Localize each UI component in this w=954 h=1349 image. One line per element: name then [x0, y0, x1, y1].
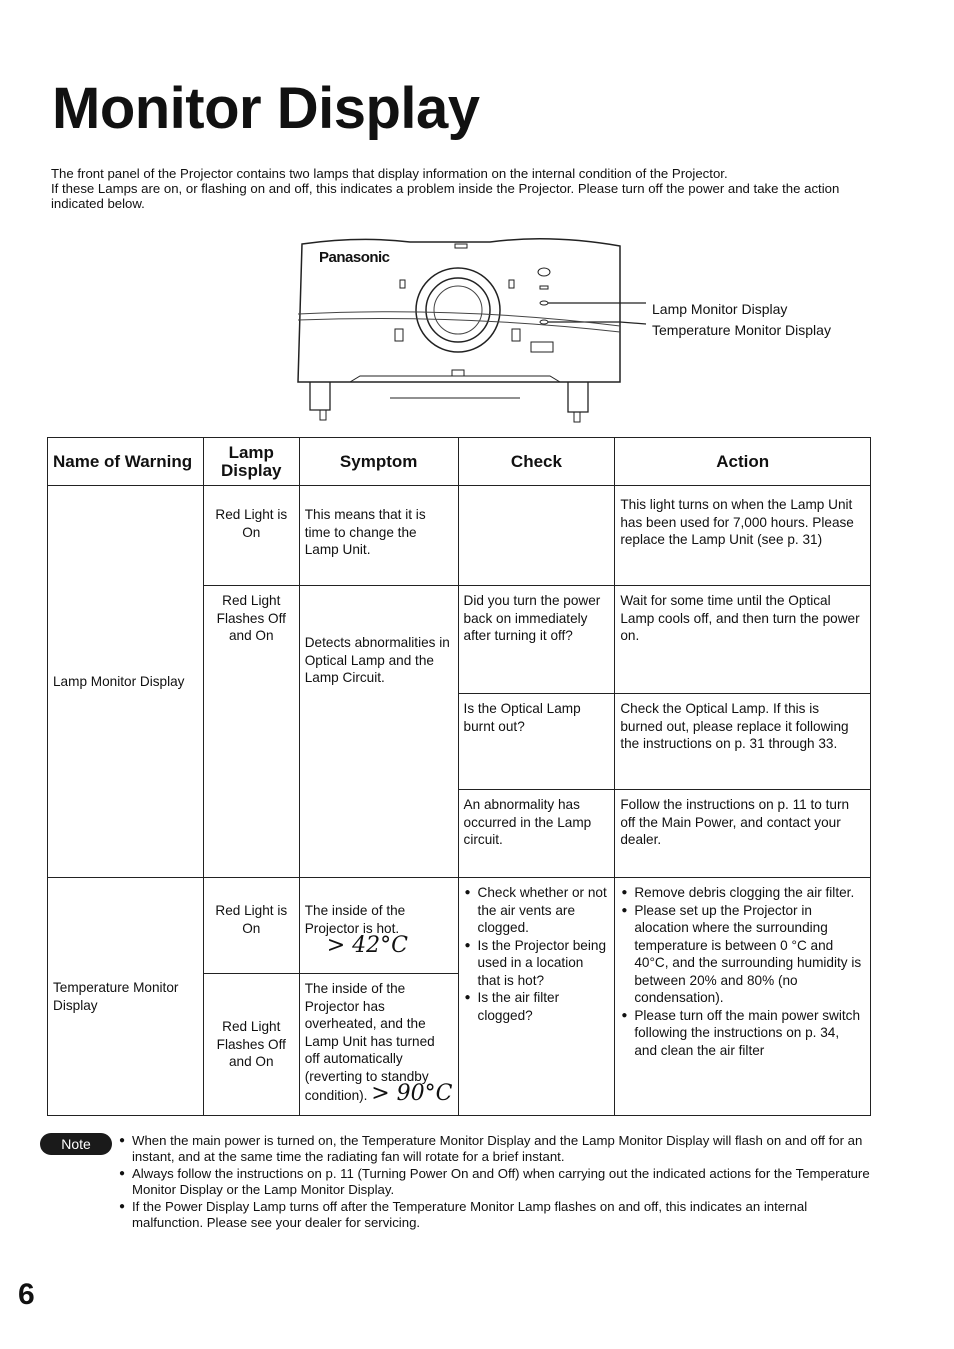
- lamp-display-cell: Red Light is On: [203, 878, 299, 974]
- symptom-cell: This means that it is time to change the Lamp Unit.: [299, 486, 458, 586]
- list-item: ● Check whether or not the air vents are clogged.: [478, 884, 610, 937]
- warning-name-lamp: Lamp Monitor Display: [48, 486, 204, 878]
- action-cell: Check the Optical Lamp. If this is burned out, please replace it following the instructions on p. 31 through 33.: [615, 694, 871, 790]
- header-symptom: Symptom: [299, 438, 458, 486]
- list-item: ● Please set up the Projector in alocation where the surrounding temperature is between 0 °C and 40°C, and the surrounding humidity is between 20% and 80% (no condensation).: [634, 902, 865, 1007]
- table-row: [48, 878, 871, 974]
- action-cell: Wait for some time until the Optical Lamp cools off, and then turn the power on.: [615, 586, 871, 694]
- check-cell: Did you turn the power back on immediately after turning it off?: [458, 586, 615, 694]
- note-badge: Note: [40, 1133, 112, 1155]
- check-list: [464, 884, 610, 1024]
- symptom-cell: Detects abnormalities in Optical Lamp and the Lamp Circuit.: [299, 586, 458, 878]
- lamp-display-cell: Red Light Flashes Off and On: [203, 586, 299, 878]
- callout-temperature-monitor: Temperature Monitor Display: [652, 322, 831, 338]
- intro-line-2: If these Lamps are on, or flashing on and off, this indicates a problem inside the Projector. Please turn off the power and take the action indicated below.: [51, 181, 840, 211]
- check-cell: [458, 878, 615, 1116]
- lamp-display-cell: Red Light is On: [203, 486, 299, 586]
- check-cell: Is the Optical Lamp burnt out?: [458, 694, 615, 790]
- list-item: ● Always follow the instructions on p. 11 (Turning Power On and Off) when carrying out the indicated actions for the Temperature Monitor Display or the Lamp Monitor Display.: [132, 1166, 877, 1198]
- header-check: Check: [458, 438, 615, 486]
- intro-text: [51, 166, 881, 211]
- action-list: [620, 884, 865, 1059]
- header-lamp-display: Lamp Display: [203, 438, 299, 486]
- warning-table: [47, 437, 871, 1116]
- list-item: ● Remove debris clogging the air filter.: [634, 884, 865, 902]
- callout-lamp-monitor: Lamp Monitor Display: [652, 301, 788, 317]
- action-cell: [615, 878, 871, 1116]
- table-header-row: [48, 438, 871, 486]
- page-title: Monitor Display: [52, 76, 480, 141]
- handwritten-note: > 90°C: [371, 1081, 453, 1106]
- list-item: ● If the Power Display Lamp turns off after the Temperature Monitor Lamp flashes on and off, this indicates an internal malfunction. Please see your dealer for servicing.: [132, 1199, 877, 1231]
- header-action: Action: [615, 438, 871, 486]
- notes-list: [118, 1133, 877, 1232]
- intro-line-1: The front panel of the Projector contains two lamps that display information on the internal condition of the Projector.: [51, 166, 728, 181]
- warning-name-temperature: Temperature Monitor Display: [48, 878, 204, 1116]
- projector-illustration: [290, 232, 850, 427]
- lamp-display-cell: Red Light Flashes Off and On: [203, 974, 299, 1116]
- symptom-text: The inside of the Projector has overheated, and the Lamp Unit has turned off automatically (reverting to standby condition).: [304, 981, 435, 1103]
- list-item: ● When the main power is turned on, the Temperature Monitor Display and the Lamp Monitor Display will flash on and off for an instant, and at the same time the radiating fan will rotate for a brief instant.: [132, 1133, 877, 1165]
- brand-logo: Panasonic: [319, 249, 390, 266]
- page-number: 6: [18, 1278, 35, 1311]
- list-item: ● Please turn off the main power switch following the instructions on p. 34, and clean the air filter: [634, 1007, 865, 1060]
- check-cell: [458, 486, 615, 586]
- action-cell: Follow the instructions on p. 11 to turn off the Main Power, and contact your dealer.: [615, 790, 871, 878]
- list-item: ● Is the air filter clogged?: [478, 989, 610, 1024]
- header-name-of-warning: Name of Warning: [48, 438, 204, 486]
- symptom-text: The inside of the Projector is hot.: [304, 903, 406, 936]
- table-row: [48, 486, 871, 586]
- check-cell: An abnormality has occurred in the Lamp circuit.: [458, 790, 615, 878]
- symptom-cell: [299, 878, 458, 974]
- handwritten-note: > 42°C: [326, 933, 408, 958]
- symptom-cell: [299, 974, 458, 1116]
- list-item: ● Is the Projector being used in a location that is hot?: [478, 937, 610, 990]
- action-cell: This light turns on when the Lamp Unit has been used for 7,000 hours. Please replace the Lamp Unit (see p. 31): [615, 486, 871, 586]
